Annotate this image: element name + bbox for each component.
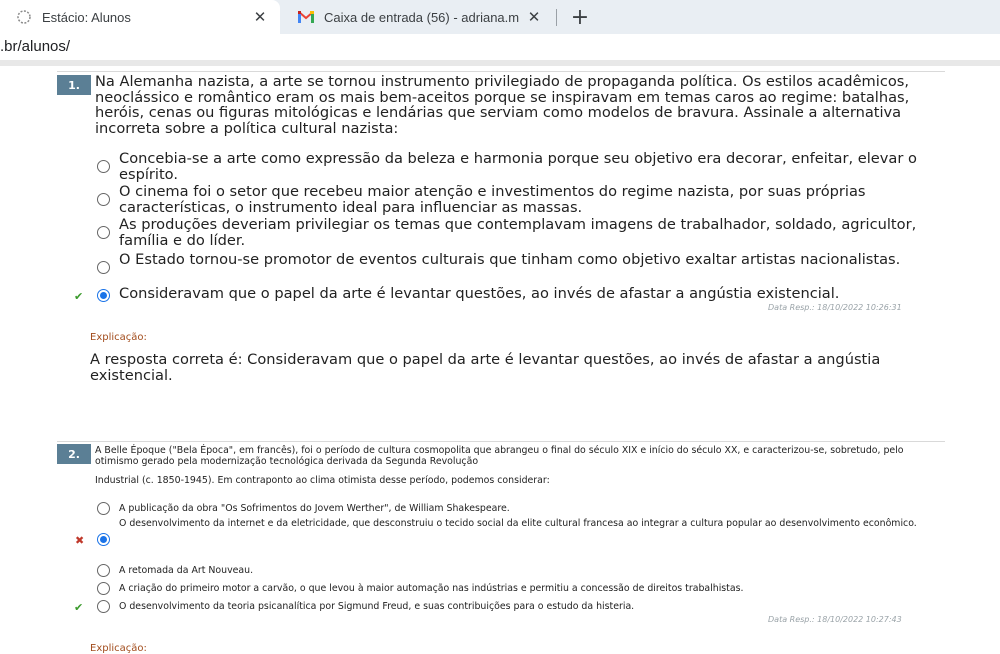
answer-option[interactable] [97,502,937,516]
tab-gmail-inbox[interactable] [282,0,554,34]
radio-button[interactable] [97,502,110,515]
option-label: O desenvolvimento da internet e da eletricidade, que desconstruiu o tecido social da elite cultural francesa ao integrar a cultura popular ao desenvolvimento econômico. [119,518,917,529]
tab-estacio-alunos[interactable] [0,0,280,34]
radio-button[interactable] [97,226,110,239]
radio-button[interactable] [97,261,110,274]
answer-option-selected[interactable] [97,518,937,548]
explanation-text: A resposta correta é: Consideravam que o papel da arte é levantar questões, ao invés de afastar a angústia existencial. [90,351,881,384]
answer-option[interactable] [97,600,937,614]
option-label: A publicação da obra "Os Sofrimentos do Jovem Werther", de William Shakespeare. [119,503,510,514]
question-text: A Belle Époque ("Bela Época", em francês), foi o período de cultura cosmopolita que abrangeu o final do século XIX e início do século XX, e caracterizou-se, sobretudo, pelo otimismo gerado pela modernização tecnológica derivada da Segunda Revolução [95,445,904,467]
question-divider [57,71,945,72]
answer-option[interactable] [97,151,927,181]
tab-separator [556,9,557,26]
tab-title: Caixa de entrada (56) - adriana.m [324,9,520,25]
question-text: Na Alemanha nazista, a arte se tornou instrumento privilegiado de propaganda política. Os estilos acadêmicos, neoclássico e romântico eram os mais bem-aceitos porque se inspiravam em temas caros ao regime: batalhas, heróis, cenas ou figuras mitológicas e lendárias que serviam como modelos de bravura. Assinale a alternativa incorreta sobre a política cultural nazista: [95,73,910,137]
option-label: O desenvolvimento da teoria psicanalítica por Sigmund Freud, e suas contribuições para o estudo da histeria. [119,601,635,612]
explanation-label: Explicação: [90,643,147,654]
radio-button[interactable] [97,564,110,577]
tab-title: Estácio: Alunos [42,9,131,25]
url-text[interactable]: .br/alunos/ [0,38,71,55]
radio-button-selected[interactable] [97,533,110,546]
radio-button[interactable] [97,160,110,173]
wrong-x-icon: ✖ [75,534,85,547]
answer-timestamp: Data Resp.: 18/10/2022 10:26:31 [768,303,902,312]
option-label: As produções deveriam privilegiar os temas que contemplavam imagens de trabalhador, soldado, agricultor, família e do líder. [119,216,917,249]
correct-check-icon: ✔ [74,290,84,303]
option-label: Concebia-se a arte como expressão da beleza e harmonia porque seu objetivo era decorar, enfeitar, elevar o espírito. [119,150,917,183]
browser-tab-bar [0,0,1000,34]
answer-timestamp: Data Resp.: 18/10/2022 10:27:43 [768,615,902,624]
answer-option[interactable] [97,582,937,596]
answer-option[interactable] [97,564,937,578]
new-tab-icon[interactable]: + [570,4,590,30]
option-label: A retomada da Art Nouveau. [119,565,254,576]
gmail-icon [298,9,314,25]
radio-button[interactable] [97,193,110,206]
question-text-continued: Industrial (c. 1850-1945). Em contraponto ao clima otimista desse período, podemos considerar: [95,475,550,486]
option-label: A criação do primeiro motor a carvão, o que levou à maior automação nas indústrias e permitiu a concessão de direitos trabalhistas. [119,583,744,594]
answer-option[interactable] [97,184,927,214]
question-divider [57,441,945,442]
address-bar[interactable] [0,34,1000,60]
option-label: Consideravam que o papel da arte é levantar questões, ao invés de afastar a angústia existencial. [119,285,840,302]
page-content [0,66,1000,654]
radio-button[interactable] [97,600,110,613]
close-tab-icon[interactable]: ✕ [527,9,541,26]
close-tab-icon[interactable]: ✕ [253,9,267,26]
option-label: O cinema foi o setor que recebeu maior atenção e investimentos do regime nazista, por suas próprias características, o instrumento ideal para influenciar as massas. [119,183,866,216]
explanation-label: Explicação: [90,332,147,343]
answer-option-selected[interactable] [97,286,947,304]
radio-button-selected[interactable] [97,289,110,302]
answer-option[interactable] [97,252,927,282]
radio-button[interactable] [97,582,110,595]
question-number-badge: 1. [57,75,91,95]
question-number-badge: 2. [57,444,91,464]
estacio-favicon-icon [16,9,32,25]
answer-option[interactable] [97,217,927,247]
correct-check-icon: ✔ [74,601,84,614]
option-label: O Estado tornou-se promotor de eventos culturais que tinham como objetivo exaltar artistas nacionalistas. [119,251,901,268]
